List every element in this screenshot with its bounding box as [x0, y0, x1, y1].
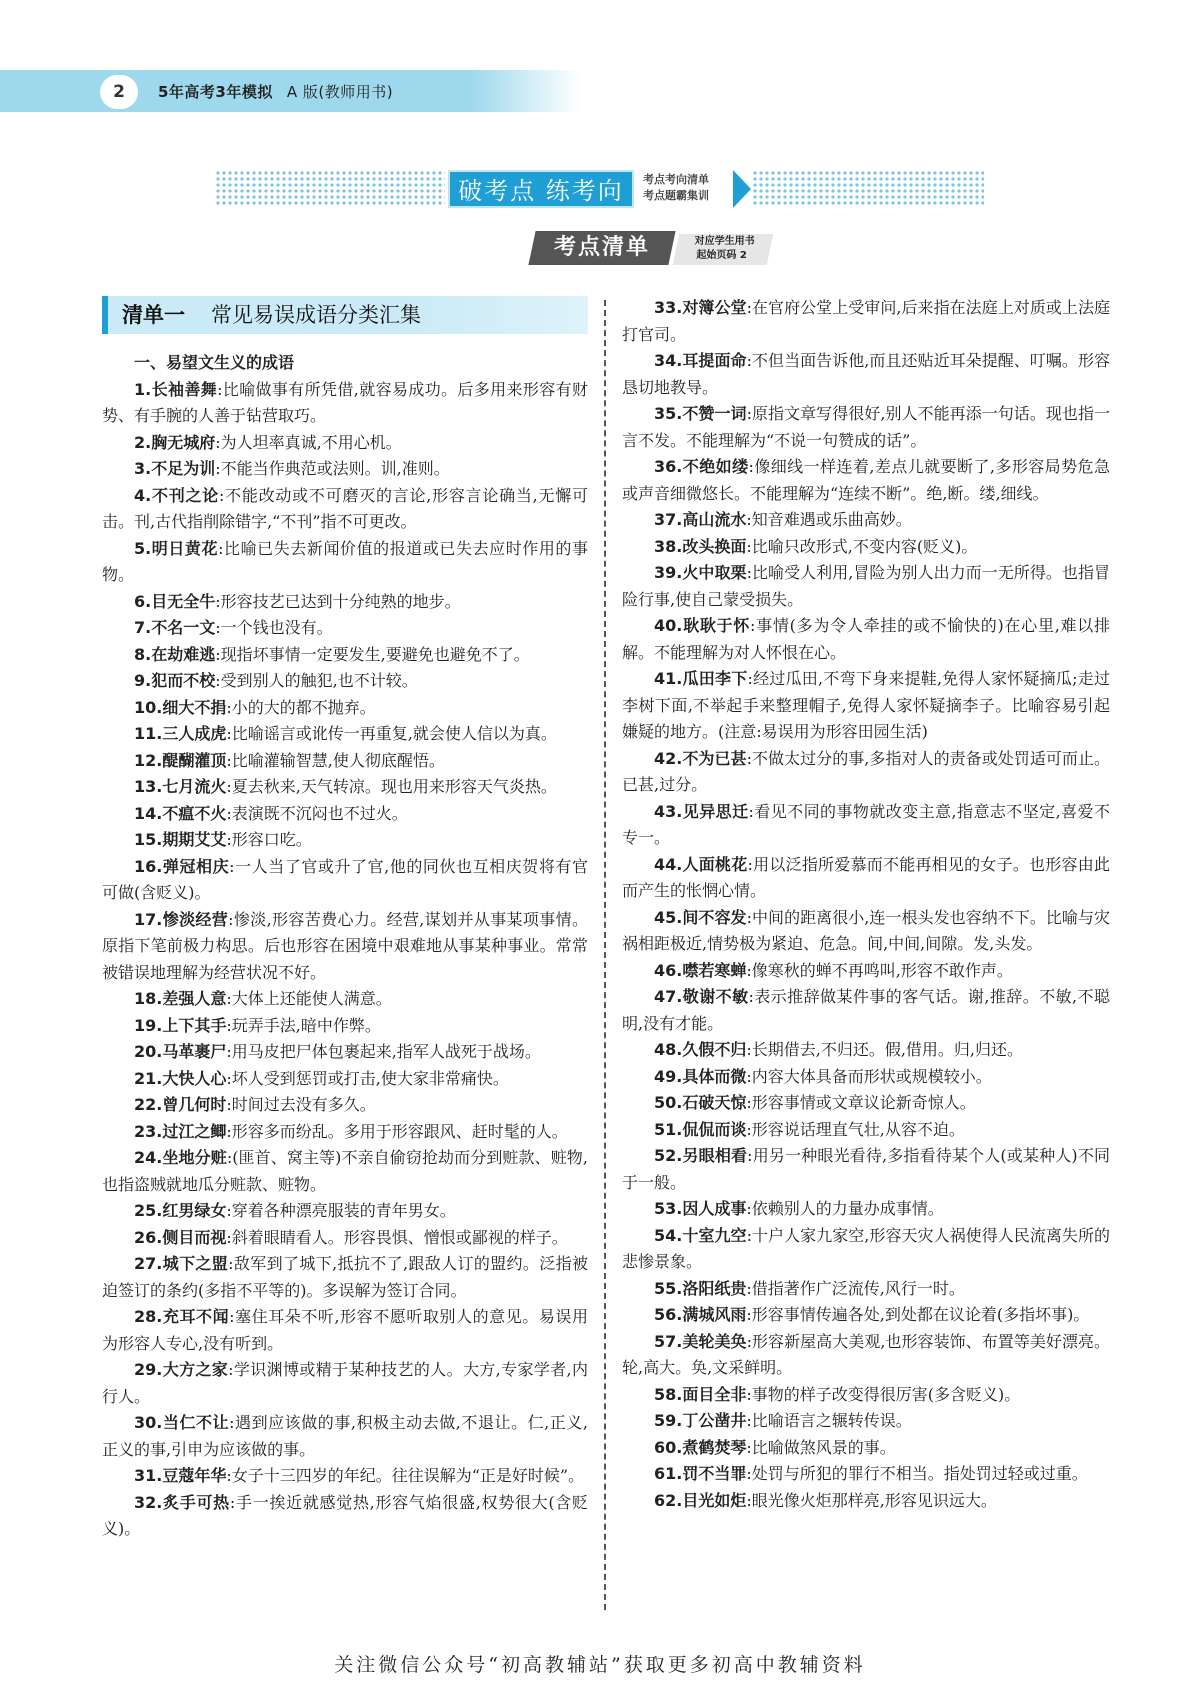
idiom-term: 61.罚不当罪: [654, 1464, 747, 1483]
idiom-entry: [622, 613, 1110, 666]
idiom-term: 42.不为已甚: [654, 748, 747, 768]
idiom-term: 47.敬谢不敏: [654, 987, 749, 1006]
idiom-term: 38.改头换面: [654, 536, 747, 556]
edition-label: A 版(教师用书): [286, 83, 394, 101]
idiom-entry: [622, 1064, 1110, 1091]
idiom-definition: :在官府公堂上受审问,后来指在法庭上对质或上法庭打官司。: [622, 298, 1110, 344]
idiom-entry: [622, 1196, 1110, 1223]
idiom-term: 18.差强人意: [134, 989, 227, 1008]
idiom-entry: [102, 1490, 588, 1543]
idiom-term: 36.不绝如缕: [654, 457, 749, 476]
idiom-definition: :原指文章写得很好,别人不能再添一句话。现也指一言不发。不能理解为“不说一句赞成的话”。: [622, 404, 1110, 450]
idiom-term: 33.对簿公堂: [654, 298, 747, 317]
idiom-term: 19.上下其手: [134, 1015, 227, 1035]
banner-title: 破考点 练考向: [448, 170, 634, 208]
idiom-term: 49.具体而微: [654, 1066, 747, 1086]
idiom-definition: :形容技艺已达到十分纯熟的地步。: [215, 591, 461, 611]
idiom-definition: :比喻谣言或讹传一再重复,就会使人信以为真。: [226, 724, 557, 743]
idiom-entry: [102, 1198, 588, 1225]
idiom-term: 55.洛阳纸贵: [654, 1278, 747, 1298]
idiom-definition: :大体上还能使人满意。: [226, 989, 392, 1008]
idiom-entry: [622, 905, 1110, 958]
idiom-definition: :受到别人的触犯,也不计较。: [215, 671, 418, 690]
idiom-definition: :比喻语言之辗转传误。: [746, 1411, 912, 1430]
idiom-term: 3.不足为训: [134, 459, 216, 478]
idiom-definition: :夏去秋来,天气转凉。现也用来形容天气炎热。: [226, 777, 557, 796]
idiom-definition: :像寒秋的蝉不再鸣叫,形容不敢作声。: [746, 960, 1013, 980]
idiom-entry: [102, 774, 588, 801]
idiom-term: 2.胸无城府: [134, 432, 216, 452]
idiom-entry: [622, 666, 1110, 746]
banner-arrow-icon: [733, 170, 751, 208]
idiom-entry: [102, 1251, 588, 1304]
idiom-entry: [102, 748, 588, 775]
idiom-definition: :(匪首、窝主等)不亲自偷窃抢劫而分到赃款、赃物,也指盗贼就地瓜分赃款、赃物。: [102, 1148, 588, 1194]
idiom-term: 8.在劫难逃: [134, 644, 216, 664]
idiom-entry: [102, 986, 588, 1013]
idiom-entry: [102, 827, 588, 854]
idiom-term: 27.城下之盟: [134, 1254, 229, 1273]
idiom-definition: :形容口吃。: [226, 830, 312, 849]
idiom-entry: [102, 1092, 588, 1119]
idiom-term: 26.侧目而视: [134, 1227, 227, 1247]
idiom-entry: [622, 295, 1110, 348]
idiom-entry: [622, 534, 1110, 561]
idiom-definition: :事情(多为令人牵挂的或不愉快的)在心里,难以排解。不能理解为对人怀恨在心。: [622, 616, 1110, 662]
idiom-entry: [102, 721, 588, 748]
idiom-entry: [622, 507, 1110, 534]
idiom-definition: :玩弄手法,暗中作弊。: [226, 1015, 381, 1035]
idiom-definition: :穿着各种漂亮服装的青年男女。: [226, 1201, 456, 1220]
idiom-entry: [102, 377, 588, 430]
idiom-term: 17.惨淡经营: [134, 909, 229, 929]
idiom-definition: :像细线一样连着,差点儿就要断了,多形容局势危急或声音细微悠长。不能理解为“连续不断”。绝,断。缕,细线。: [622, 457, 1110, 503]
section-title: 常见易误成语分类汇集: [211, 303, 421, 327]
idiom-definition: :形容说话理直气壮,从容不迫。: [746, 1119, 965, 1139]
idiom-term: 52.另眼相看: [654, 1146, 748, 1165]
idiom-entry: [102, 483, 588, 536]
idiom-entry: [622, 984, 1110, 1037]
idiom-definition: :事物的样子改变得很厉害(多含贬义)。: [746, 1384, 1021, 1404]
idiom-definition: :现指坏事情一定要发生,要避免也避免不了。: [215, 644, 530, 664]
idiom-term: 54.十室九空: [654, 1225, 747, 1245]
idiom-entry: [622, 1329, 1110, 1382]
idiom-entry: [622, 1461, 1110, 1488]
idiom-definition: :手一挨近就感觉热,形容气焰很盛,权势很大(含贬义)。: [102, 1492, 588, 1538]
banner-subtitle: 考点考向清单 考点题霸集训: [643, 173, 709, 202]
idiom-definition: :依赖别人的力量办成事情。: [746, 1199, 944, 1218]
idiom-term: 11.三人成虎: [134, 724, 227, 743]
idiom-definition: :比喻受人利用,冒险为别人出力而一无所得。也指冒险行事,使自己蒙受损失。: [622, 563, 1110, 609]
idiom-entry: [102, 1410, 588, 1463]
idiom-definition: :塞住耳朵不听,形容不愿听取别人的意见。易误用为形容人专心,没有听到。: [102, 1307, 588, 1353]
idiom-term: 39.火中取栗: [654, 563, 747, 582]
idiom-term: 29.大方之家: [134, 1360, 229, 1379]
idiom-term: 4.不刊之论: [134, 485, 219, 505]
idiom-term: 45.间不容发: [654, 907, 747, 927]
footer-note: 关注微信公众号“初高教辅站”获取更多初高中教辅资料: [334, 1654, 866, 1676]
idiom-term: 62.目光如炬: [654, 1490, 747, 1510]
idiom-definition: :形容新屋高大美观,也形容装饰、布置等美好漂亮。轮,高大。奂,文采鲜明。: [622, 1331, 1110, 1377]
idiom-definition: :看见不同的事物就改变主意,指意志不坚定,喜爱不专一。: [622, 801, 1110, 847]
idiom-definition: :用另一种眼光看待,多指看待某个人(或某种人)不同于一般。: [622, 1146, 1110, 1192]
idiom-term: 34.耳提面命: [654, 351, 747, 370]
idiom-term: 50.石破天惊: [654, 1093, 747, 1112]
idiom-definition: :十户人家九家空,形容天灾人祸使得人民流离失所的悲惨景象。: [622, 1225, 1110, 1271]
idiom-definition: :坏人受到惩罚或打击,使大家非常痛快。: [226, 1068, 509, 1088]
idiom-definition: :经过瓜田,不弯下身来提鞋,免得人家怀疑摘瓜;走过李树下面,不举起手来整理帽子,免得人家怀疑摘李子。比喻容易引起嫌疑的地方。(注意:易误用为形容田园生活): [622, 669, 1110, 741]
idiom-term: 13.七月流火: [134, 777, 227, 796]
idiom-entry: [102, 1304, 588, 1357]
column-divider: [604, 300, 606, 1610]
idiom-definition: :知音难遇或乐曲高妙。: [746, 510, 912, 529]
idiom-definition: :形容多而纷乱。多用于形容跟风、赶时髦的人。: [226, 1121, 568, 1141]
idiom-entry: [102, 907, 588, 987]
idiom-term: 51.侃侃而谈: [654, 1119, 747, 1139]
idiom-term: 46.噤若寒蝉: [654, 960, 747, 980]
idiom-term: 14.不瘟不火: [134, 803, 227, 823]
idiom-term: 30.当仁不让: [134, 1413, 230, 1432]
idiom-entry: [622, 1435, 1110, 1462]
idiom-entry: [102, 589, 588, 616]
banner-dots-left: [215, 170, 445, 206]
idiom-term: 15.期期艾艾: [134, 830, 227, 849]
idiom-entry: [102, 1145, 588, 1198]
idiom-definition: :不做太过分的事,多指对人的责备或处罚适可而止。已甚,过分。: [622, 748, 1110, 794]
idiom-definition: :为人坦率真诚,不用心机。: [215, 432, 402, 452]
idiom-definition: :敌军到了城下,抵抗不了,跟敌人订的盟约。泛指被迫签订的条约(多指不平等的)。多误解为签订合同。: [102, 1254, 588, 1300]
idiom-entry: [622, 1117, 1110, 1144]
tag-title: 考点清单: [528, 231, 675, 265]
idiom-definition: :处罚与所犯的罪行不相当。指处罚过轻或过重。: [746, 1464, 1088, 1483]
idiom-definition: :比喻灌输智慧,使人彻底醒悟。: [226, 750, 445, 770]
idiom-term: 20.马革裹尸: [134, 1042, 227, 1061]
idiom-definition: :形容事情或文章议论新奇惊人。: [746, 1093, 976, 1112]
idiom-term: 6.目无全牛: [134, 591, 216, 611]
idiom-term: 40.耿耿于怀: [654, 616, 751, 635]
idiom-entry: [102, 1119, 588, 1146]
idiom-entry: [102, 1066, 588, 1093]
idiom-term: 43.见异思迁: [654, 801, 749, 821]
idiom-entry: [622, 454, 1110, 507]
idiom-entry: [102, 536, 588, 589]
idiom-entry: [102, 456, 588, 483]
idiom-entry: [622, 1276, 1110, 1303]
idiom-term: 32.炙手可热: [134, 1492, 230, 1512]
tag-note: 对应学生用书 起始页码 2: [673, 234, 774, 265]
idiom-definition: :遇到应该做的事,积极主动去做,不退让。仁,正义,正义的事,引申为应该做的事。: [102, 1413, 588, 1459]
idiom-entry: [622, 1037, 1110, 1064]
idiom-term: 53.因人成事: [654, 1199, 747, 1218]
idiom-definition: :形容事情传遍各处,到处都在议论着(多指坏事)。: [746, 1305, 1090, 1324]
idiom-term: 24.坐地分赃: [134, 1148, 227, 1167]
idiom-definition: :比喻做事有所凭借,就容易成功。后多用来形容有财势、有手腕的人善于钻营取巧。: [102, 379, 588, 425]
idiom-definition: :借指著作广泛流传,风行一时。: [746, 1278, 965, 1298]
idiom-entry: [102, 1463, 588, 1490]
idiom-definition: :斜着眼睛看人。形容畏惧、憎恨或鄙视的样子。: [226, 1227, 568, 1247]
idiom-definition: :比喻做煞风景的事。: [746, 1437, 896, 1457]
idiom-definition: :不能改动或不可磨灭的言论,形容言论确当,无懈可击。刊,古代指削除错字,“不刊”指不可更改。: [102, 485, 588, 531]
idiom-entry: [102, 430, 588, 457]
idiom-term: 25.红男绿女: [134, 1201, 227, 1220]
idiom-entry: [622, 560, 1110, 613]
idiom-definition: :长期借去,不归还。假,借用。归,归还。: [746, 1040, 1024, 1059]
idiom-term: 1.长袖善舞: [134, 379, 218, 399]
idiom-term: 56.满城风雨: [654, 1305, 747, 1324]
idiom-entry: [622, 1408, 1110, 1435]
idiom-entry: [622, 799, 1110, 852]
idiom-definition: :小的大的都不抛弃。: [226, 697, 376, 717]
idiom-definition: :女子十三四岁的年纪。往往误解为“正是好时候”。: [226, 1466, 585, 1485]
idiom-entry: [622, 348, 1110, 401]
idiom-entry: [102, 1013, 588, 1040]
idiom-term: 5.明日黄花: [134, 538, 219, 558]
idiom-term: 31.豆蔻年华: [134, 1466, 227, 1485]
idiom-entry: [622, 746, 1110, 799]
idiom-definition: :不但当面告诉他,而且还贴近耳朵提醒、叮嘱。形容恳切地教导。: [622, 351, 1110, 397]
idiom-definition: :惨淡,形容苦费心力。经营,谋划并从事某项事情。原指下笔前极力构思。后也形容在困境中艰难地从事某种事业。常常被错误地理解为经营状况不好。: [102, 909, 588, 982]
idiom-entry: [622, 1488, 1110, 1515]
idiom-term: 28.充耳不闻: [134, 1307, 230, 1326]
left-column: [102, 350, 588, 1543]
idiom-definition: :表示推辞做某件事的客气话。谢,推辞。不敏,不聪明,没有才能。: [622, 987, 1110, 1033]
idiom-term: 21.大快人心: [134, 1068, 227, 1088]
right-column: [622, 295, 1110, 1514]
idiom-entry: [102, 642, 588, 669]
idiom-definition: :用马皮把尸体包裹起来,指军人战死于战场。: [226, 1042, 541, 1061]
idiom-term: 23.过江之鲫: [134, 1121, 227, 1141]
idiom-definition: :一人当了官或升了官,他的同伙也互相庆贺将有官可做(含贬义)。: [102, 856, 588, 902]
idiom-definition: :比喻只改形式,不变内容(贬义)。: [746, 536, 978, 556]
idiom-entry: [622, 958, 1110, 985]
idiom-entry: [102, 801, 588, 828]
idiom-term: 57.美轮美奂: [654, 1331, 747, 1351]
idiom-definition: :用以泛指所爱慕而不能再相见的女子。也形容由此而产生的怅惘心情。: [622, 854, 1110, 900]
idiom-term: 60.煮鹤焚琴: [654, 1437, 747, 1457]
idiom-entry: [622, 401, 1110, 454]
idiom-term: 59.丁公凿井: [654, 1411, 747, 1430]
subheading: 一、易望文生义的成语: [134, 353, 295, 372]
banner-dots-right: [752, 170, 984, 206]
idiom-term: 22.曾几何时: [134, 1095, 227, 1114]
section-label: 清单一: [122, 303, 185, 327]
section-heading: [102, 296, 588, 334]
idiom-entry: [622, 1090, 1110, 1117]
page-number: 2: [100, 75, 138, 109]
idiom-entry: [622, 1382, 1110, 1409]
idiom-definition: :学识渊博或精于某种技艺的人。大方,专家学者,内行人。: [102, 1360, 588, 1406]
left-entry-list: [102, 377, 588, 1543]
idiom-term: 9.犯而不校: [134, 671, 216, 690]
right-entry-list: [622, 295, 1110, 1514]
idiom-entry: [102, 1039, 588, 1066]
idiom-entry: [622, 852, 1110, 905]
idiom-term: 12.醍醐灌顶: [134, 750, 227, 770]
idiom-entry: [102, 668, 588, 695]
idiom-definition: :内容大体具备而形状或规模较小。: [746, 1066, 992, 1086]
idiom-entry: [102, 615, 588, 642]
idiom-definition: :时间过去没有多久。: [226, 1095, 376, 1114]
idiom-term: 35.不赞一词: [654, 404, 747, 423]
idiom-entry: [102, 854, 588, 907]
idiom-entry: [622, 1223, 1110, 1276]
idiom-definition: :比喻已失去新闻价值的报道或已失去应时作用的事物。: [102, 538, 588, 584]
idiom-definition: :一个钱也没有。: [215, 618, 333, 637]
idiom-entry: [102, 1357, 588, 1410]
idiom-term: 10.细大不捐: [134, 697, 227, 717]
idiom-definition: :中间的距离很小,连一根头发也容纳不下。比喻与灾祸相距极近,情势极为紧迫、危急。间,中间,间隙。发,头发。: [622, 907, 1110, 953]
book-title: 5年高考3年模拟 A 版(教师用书): [158, 83, 394, 101]
idiom-entry: [622, 1302, 1110, 1329]
idiom-definition: :表演既不沉闷也不过火。: [226, 803, 408, 823]
idiom-term: 7.不名一文: [134, 618, 216, 637]
idiom-entry: [102, 695, 588, 722]
idiom-term: 16.弹冠相庆: [134, 856, 230, 876]
idiom-term: 44.人面桃花: [654, 854, 748, 874]
idiom-term: 37.高山流水: [654, 510, 747, 529]
idiom-term: 48.久假不归: [654, 1040, 747, 1059]
idiom-definition: :不能当作典范或法则。训,准则。: [215, 459, 450, 478]
idiom-definition: :眼光像火炬那样亮,形容见识远大。: [746, 1490, 997, 1510]
idiom-term: 41.瓜田李下: [654, 669, 748, 688]
idiom-entry: [622, 1143, 1110, 1196]
idiom-entry: [102, 1225, 588, 1252]
idiom-term: 58.面目全非: [654, 1384, 747, 1404]
